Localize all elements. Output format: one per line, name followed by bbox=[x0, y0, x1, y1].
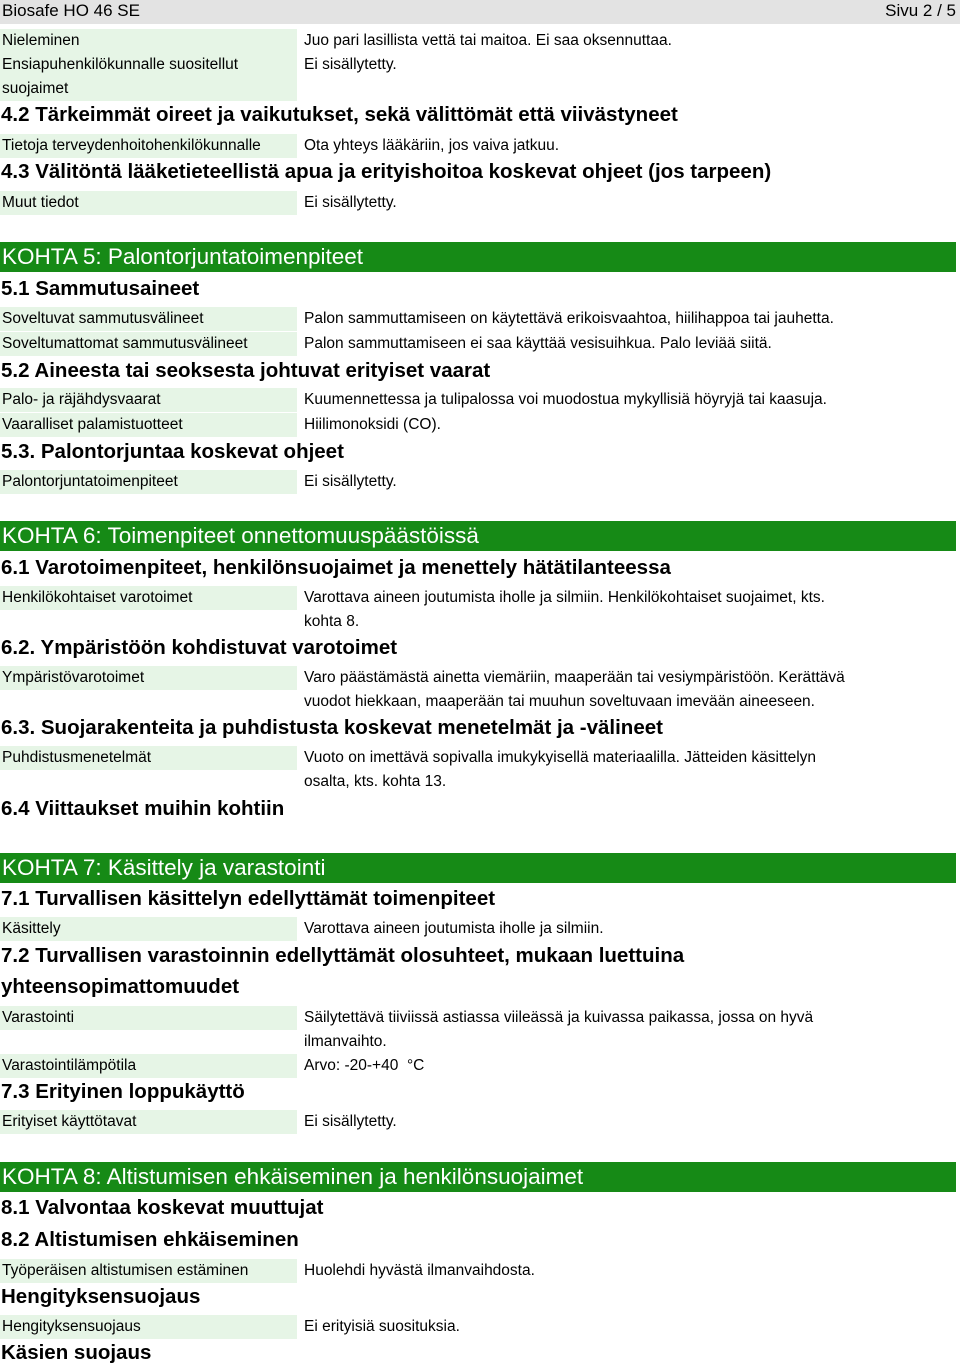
field-value bbox=[304, 666, 924, 714]
field-value: Ei erityisiä suosituksia. bbox=[304, 1318, 460, 1335]
field-value bbox=[304, 746, 924, 794]
field-value: Arvo: -20-+40 °C bbox=[304, 1057, 425, 1074]
field-value-line: vuodot hiekkaan, maaperään tai muuhun soveltuvaan imevään aineeseen. bbox=[304, 693, 815, 710]
field-value: Ei sisällytetty. bbox=[304, 1113, 397, 1130]
subheading-6-3: 6.3. Suojarakenteita ja puhdistusta koskevat menetelmät ja -välineet bbox=[1, 716, 663, 739]
section-header-7: KOHTA 7: Käsittely ja varastointi bbox=[0, 853, 956, 883]
field-label: Varastointi bbox=[0, 1006, 297, 1030]
field-label: Varastointilämpötila bbox=[0, 1054, 297, 1078]
subheading-4-3: 4.3 Välitöntä lääketieteellistä apua ja erityishoitoa koskevat ohjeet (jos tarpeen) bbox=[1, 160, 772, 183]
document-title: Biosafe HO 46 SE bbox=[2, 1, 140, 20]
subheading-8-1: 8.1 Valvontaa koskevat muuttujat bbox=[1, 1196, 324, 1219]
field-value: Ota yhteys lääkäriin, jos vaiva jatkuu. bbox=[304, 137, 560, 154]
field-label bbox=[0, 53, 297, 101]
field-label-line: suojaimet bbox=[2, 80, 69, 97]
field-value-line: kohta 8. bbox=[304, 613, 360, 630]
field-value: Ei sisällytetty. bbox=[304, 194, 397, 211]
section-header-8: KOHTA 8: Altistumisen ehkäiseminen ja henkilönsuojaimet bbox=[0, 1162, 956, 1192]
field-label: Puhdistusmenetelmät bbox=[0, 746, 297, 770]
subheading-5-1: 5.1 Sammutusaineet bbox=[1, 277, 200, 300]
field-value: Palon sammuttamiseen on käytettävä erikoisvaahtoa, hiilihappoa tai jauhetta. bbox=[304, 310, 834, 327]
field-value: Varottava aineen joutumista iholle ja silmiin. bbox=[304, 920, 604, 937]
field-value-line: Varottava aineen joutumista iholle ja silmiin. Henkilökohtaiset suojaimet, kts. bbox=[304, 589, 825, 606]
field-value: Juo pari lasillista vettä tai maitoa. Ei saa oksennuttaa. bbox=[304, 32, 672, 49]
field-value: Ei sisällytetty. bbox=[304, 56, 397, 73]
field-value bbox=[304, 1006, 924, 1054]
page-header bbox=[0, 0, 960, 24]
subheading-7-2: 7.2 Turvallisen varastoinnin edellyttämät olosuhteet, mukaan luettuina bbox=[1, 944, 685, 967]
field-label: Ympäristövarotoimet bbox=[0, 666, 297, 690]
field-value: Ei sisällytetty. bbox=[304, 473, 397, 490]
field-label: Muut tiedot bbox=[0, 191, 297, 215]
subheading-5-2: 5.2 Aineesta tai seoksesta johtuvat erityiset vaarat bbox=[1, 359, 491, 382]
field-value-line: Varo päästämästä ainetta viemäriin, maaperään tai vesiympäristöön. Kerättävä bbox=[304, 669, 845, 686]
field-value-line: Vuoto on imettävä sopivalla imukykyisellä materiaalilla. Jätteiden käsittelyn bbox=[304, 749, 817, 766]
field-value: Kuumennettessa ja tulipalossa voi muodostua mykyllisiä höyryjä tai kaasuja. bbox=[304, 391, 827, 408]
subheading-6-4: 6.4 Viittaukset muihin kohtiin bbox=[1, 797, 285, 820]
subheading-hengityksensuojaus: Hengityksensuojaus bbox=[1, 1285, 201, 1308]
field-label: Henkilökohtaiset varotoimet bbox=[0, 586, 297, 610]
subheading-7-1: 7.1 Turvallisen käsittelyn edellyttämät toimenpiteet bbox=[1, 887, 496, 910]
field-label: Soveltuvat sammutusvälineet bbox=[0, 307, 297, 331]
field-label: Palontorjuntatoimenpiteet bbox=[0, 470, 297, 494]
field-label: Tietoja terveydenhoitohenkilökunnalle bbox=[0, 134, 297, 158]
field-value: Huolehdi hyvästä ilmanvaihdosta. bbox=[304, 1262, 535, 1279]
field-label: Palo- ja räjähdysvaarat bbox=[0, 388, 297, 412]
field-label-line: Ensiapuhenkilökunnalle suositellut bbox=[2, 56, 239, 73]
field-label: Vaaralliset palamistuotteet bbox=[0, 413, 297, 437]
section-header-6: KOHTA 6: Toimenpiteet onnettomuuspäästöissä bbox=[0, 521, 956, 551]
field-label: Työperäisen altistumisen estäminen bbox=[0, 1259, 297, 1283]
field-value-line: ilmanvaihto. bbox=[304, 1033, 387, 1050]
field-label: Hengityksensuojaus bbox=[0, 1315, 297, 1339]
field-label: Käsittely bbox=[0, 917, 297, 941]
subheading-4-2: 4.2 Tärkeimmät oireet ja vaikutukset, sekä välittömät että viivästyneet bbox=[1, 103, 678, 126]
subheading-8-2: 8.2 Altistumisen ehkäiseminen bbox=[1, 1228, 299, 1251]
field-value-line: osalta, kts. kohta 13. bbox=[304, 773, 447, 790]
field-label: Erityiset käyttötavat bbox=[0, 1110, 297, 1134]
subheading-5-3: 5.3. Palontorjuntaa koskevat ohjeet bbox=[1, 440, 344, 463]
subheading-6-1: 6.1 Varotoimenpiteet, henkilönsuojaimet ja menettely hätätilanteessa bbox=[1, 556, 671, 579]
field-value-line: Säilytettävä tiiviissä astiassa viileässä ja kuivassa paikassa, jossa on hyvä bbox=[304, 1009, 814, 1026]
field-label: Nieleminen bbox=[0, 29, 297, 53]
field-value bbox=[304, 586, 924, 634]
subheading-kasien-suojaus: Käsien suojaus bbox=[1, 1341, 152, 1364]
subheading-7-2-cont: yhteensopimattomuudet bbox=[1, 975, 240, 998]
subheading-7-3: 7.3 Erityinen loppukäyttö bbox=[1, 1080, 245, 1103]
field-value: Hiilimonoksidi (CO). bbox=[304, 416, 441, 433]
field-value: Palon sammuttamiseen ei saa käyttää vesisuihkua. Palo leviää siitä. bbox=[304, 335, 772, 352]
section-header-5: KOHTA 5: Palontorjuntatoimenpiteet bbox=[0, 242, 956, 272]
subheading-6-2: 6.2. Ympäristöön kohdistuvat varotoimet bbox=[1, 636, 398, 659]
page-number: Sivu 2 / 5 bbox=[885, 1, 956, 20]
field-label: Soveltumattomat sammutusvälineet bbox=[0, 332, 297, 356]
